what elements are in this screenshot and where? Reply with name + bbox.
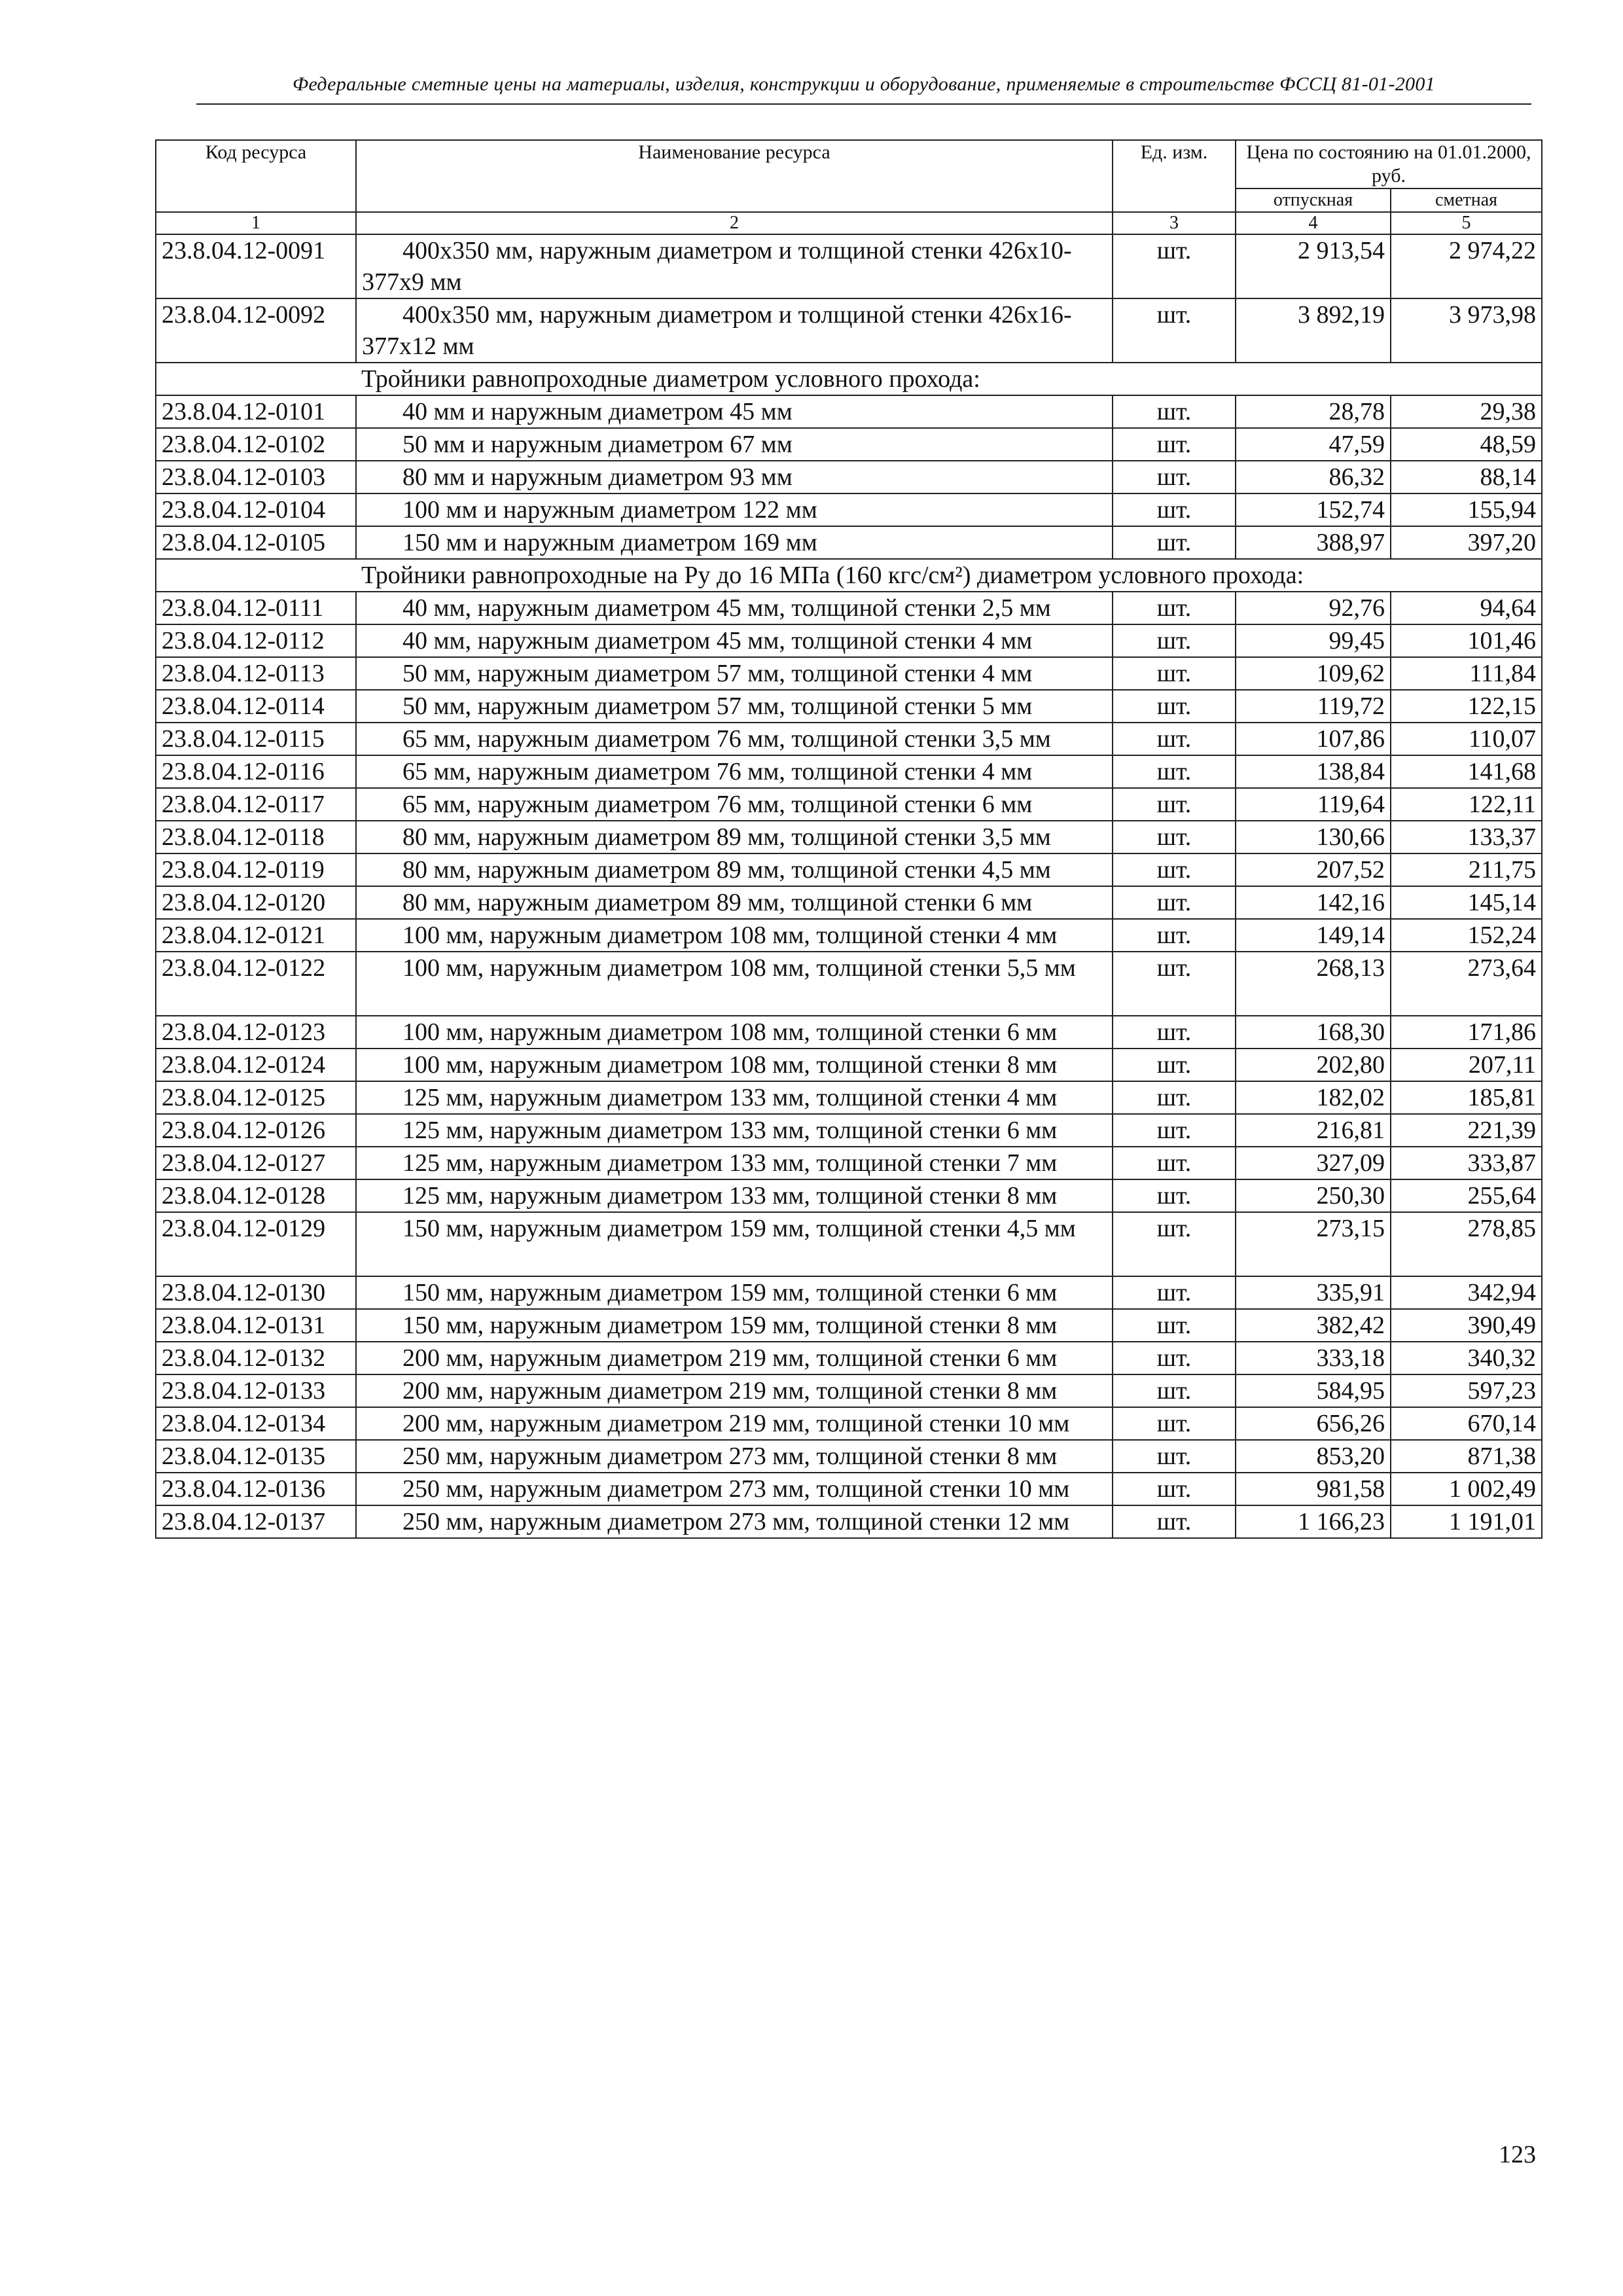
resource-name: 200 мм, наружным диаметром 219 мм, толщиной стенки 6 мм: [356, 1342, 1113, 1374]
wholesale-price: 138,84: [1236, 755, 1391, 788]
unit-cell: шт.: [1113, 657, 1236, 690]
table-row: [156, 1049, 1542, 1081]
resource-name: 150 мм, наружным диаметром 159 мм, толщиной стенки 8 мм: [356, 1309, 1113, 1342]
estimate-price: 670,14: [1391, 1407, 1542, 1440]
resource-name: 50 мм и наружным диаметром 67 мм: [356, 428, 1113, 461]
resource-code: 23.8.04.12-0131: [156, 1309, 356, 1342]
wholesale-price: 107,86: [1236, 723, 1391, 755]
resource-code: 23.8.04.12-0118: [156, 821, 356, 853]
table-row: [156, 1081, 1542, 1114]
wholesale-price: 182,02: [1236, 1081, 1391, 1114]
col-header-name: Наименование ресурса: [356, 140, 1113, 212]
estimate-price: 171,86: [1391, 1016, 1542, 1049]
section-row: [156, 559, 1542, 592]
resource-code: 23.8.04.12-0130: [156, 1276, 356, 1309]
estimate-price: 145,14: [1391, 886, 1542, 919]
resource-name: 40 мм, наружным диаметром 45 мм, толщиной стенки 4 мм: [356, 624, 1113, 657]
table-row: [156, 1309, 1542, 1342]
section-heading: Тройники равнопроходные диаметром условного прохода:: [356, 363, 1542, 395]
resource-name: 65 мм, наружным диаметром 76 мм, толщиной стенки 6 мм: [356, 788, 1113, 821]
wholesale-price: 268,13: [1236, 952, 1391, 1016]
running-header: Федеральные сметные цены на материалы, изделия, конструкции и оборудование, применяемые в строительстве ФССЦ 81-01-2001: [293, 73, 1435, 95]
page-number: 123: [1499, 2141, 1536, 2168]
section-row: [156, 363, 1542, 395]
estimate-price: 278,85: [1391, 1212, 1542, 1276]
unit-cell: шт.: [1113, 1049, 1236, 1081]
wholesale-price: 853,20: [1236, 1440, 1391, 1473]
unit-cell: шт.: [1113, 298, 1236, 363]
estimate-price: 88,14: [1391, 461, 1542, 493]
wholesale-price: 584,95: [1236, 1374, 1391, 1407]
table-row: [156, 690, 1542, 723]
resource-code: 23.8.04.12-0091: [156, 234, 356, 298]
unit-cell: шт.: [1113, 755, 1236, 788]
estimate-price: 111,84: [1391, 657, 1542, 690]
wholesale-price: 47,59: [1236, 428, 1391, 461]
resource-code: 23.8.04.12-0124: [156, 1049, 356, 1081]
table-row: [156, 1276, 1542, 1309]
estimate-price: 597,23: [1391, 1374, 1542, 1407]
table-row: [156, 886, 1542, 919]
unit-cell: шт.: [1113, 919, 1236, 952]
wholesale-price: 28,78: [1236, 395, 1391, 428]
unit-cell: шт.: [1113, 821, 1236, 853]
resource-code: 23.8.04.12-0114: [156, 690, 356, 723]
column-number: 2: [356, 212, 1113, 234]
resource-name: 150 мм и наружным диаметром 169 мм: [356, 526, 1113, 559]
table-row: [156, 723, 1542, 755]
estimate-price: 152,24: [1391, 919, 1542, 952]
unit-cell: шт.: [1113, 461, 1236, 493]
table-row: [156, 395, 1542, 428]
resource-code: 23.8.04.12-0112: [156, 624, 356, 657]
resource-code: 23.8.04.12-0134: [156, 1407, 356, 1440]
col-header-estimate: сметная: [1391, 188, 1542, 212]
table-row: [156, 526, 1542, 559]
table-row: [156, 428, 1542, 461]
col-header-unit: Ед. изм.: [1113, 140, 1236, 212]
unit-cell: шт.: [1113, 1505, 1236, 1538]
unit-cell: шт.: [1113, 1342, 1236, 1374]
wholesale-price: 382,42: [1236, 1309, 1391, 1342]
wholesale-price: 981,58: [1236, 1473, 1391, 1505]
resource-name: 125 мм, наружным диаметром 133 мм, толщиной стенки 8 мм: [356, 1179, 1113, 1212]
unit-cell: шт.: [1113, 234, 1236, 298]
unit-cell: шт.: [1113, 1147, 1236, 1179]
wholesale-price: 216,81: [1236, 1114, 1391, 1147]
estimate-price: 342,94: [1391, 1276, 1542, 1309]
resource-name: 65 мм, наружным диаметром 76 мм, толщиной стенки 3,5 мм: [356, 723, 1113, 755]
unit-cell: шт.: [1113, 952, 1236, 1016]
unit-cell: шт.: [1113, 526, 1236, 559]
resource-name: 400х350 мм, наружным диаметром и толщиной стенки 426х10- 377х9 мм: [356, 234, 1113, 298]
unit-cell: шт.: [1113, 1212, 1236, 1276]
estimate-price: 3 973,98: [1391, 298, 1542, 363]
wholesale-price: 333,18: [1236, 1342, 1391, 1374]
wholesale-price: 335,91: [1236, 1276, 1391, 1309]
wholesale-price: 168,30: [1236, 1016, 1391, 1049]
unit-cell: шт.: [1113, 1016, 1236, 1049]
table-row: [156, 919, 1542, 952]
unit-cell: шт.: [1113, 1081, 1236, 1114]
estimate-price: 110,07: [1391, 723, 1542, 755]
resource-name: 80 мм, наружным диаметром 89 мм, толщиной стенки 3,5 мм: [356, 821, 1113, 853]
table-row: [156, 1342, 1542, 1374]
resource-name: 150 мм, наружным диаметром 159 мм, толщиной стенки 6 мм: [356, 1276, 1113, 1309]
column-number-row: [156, 212, 1542, 234]
table-row: [156, 821, 1542, 853]
estimate-price: 273,64: [1391, 952, 1542, 1016]
table-row: [156, 952, 1542, 1016]
resource-code: 23.8.04.12-0119: [156, 853, 356, 886]
resource-name: 200 мм, наружным диаметром 219 мм, толщиной стенки 10 мм: [356, 1407, 1113, 1440]
resource-name: 400х350 мм, наружным диаметром и толщиной стенки 426х16- 377х12 мм: [356, 298, 1113, 363]
unit-cell: шт.: [1113, 428, 1236, 461]
estimate-price: 333,87: [1391, 1147, 1542, 1179]
estimate-price: 155,94: [1391, 493, 1542, 526]
table-row: [156, 234, 1542, 298]
section-code-cell: [156, 363, 356, 395]
estimate-price: 2 974,22: [1391, 234, 1542, 298]
table-row: [156, 461, 1542, 493]
table-row: [156, 592, 1542, 624]
wholesale-price: 119,72: [1236, 690, 1391, 723]
table-row: [156, 298, 1542, 363]
resource-name: 80 мм, наружным диаметром 89 мм, толщиной стенки 4,5 мм: [356, 853, 1113, 886]
estimate-price: 185,81: [1391, 1081, 1542, 1114]
resource-code: 23.8.04.12-0136: [156, 1473, 356, 1505]
resource-name: 100 мм, наружным диаметром 108 мм, толщиной стенки 5,5 мм: [356, 952, 1113, 1016]
table-row: [156, 1114, 1542, 1147]
wholesale-price: 656,26: [1236, 1407, 1391, 1440]
table-row: [156, 853, 1542, 886]
estimate-price: 221,39: [1391, 1114, 1542, 1147]
unit-cell: шт.: [1113, 493, 1236, 526]
estimate-price: 94,64: [1391, 592, 1542, 624]
column-number: 3: [1113, 212, 1236, 234]
unit-cell: шт.: [1113, 1473, 1236, 1505]
table-row: [156, 788, 1542, 821]
estimate-price: 122,11: [1391, 788, 1542, 821]
estimate-price: 211,75: [1391, 853, 1542, 886]
section-heading: Тройники равнопроходные на Ру до 16 МПа (160 кгс/см²) диаметром условного прохода:: [356, 559, 1542, 592]
estimate-price: 1 002,49: [1391, 1473, 1542, 1505]
unit-cell: шт.: [1113, 1407, 1236, 1440]
section-code-cell: [156, 559, 356, 592]
estimate-price: 207,11: [1391, 1049, 1542, 1081]
estimate-price: 871,38: [1391, 1440, 1542, 1473]
estimate-price: 255,64: [1391, 1179, 1542, 1212]
wholesale-price: 119,64: [1236, 788, 1391, 821]
table-row: [156, 624, 1542, 657]
wholesale-price: 142,16: [1236, 886, 1391, 919]
resource-code: 23.8.04.12-0127: [156, 1147, 356, 1179]
column-number: 5: [1391, 212, 1542, 234]
resource-code: 23.8.04.12-0122: [156, 952, 356, 1016]
table-head: [156, 140, 1542, 234]
resource-code: 23.8.04.12-0092: [156, 298, 356, 363]
column-number: 1: [156, 212, 356, 234]
wholesale-price: 99,45: [1236, 624, 1391, 657]
estimate-price: 133,37: [1391, 821, 1542, 853]
unit-cell: шт.: [1113, 1374, 1236, 1407]
wholesale-price: 152,74: [1236, 493, 1391, 526]
unit-cell: шт.: [1113, 853, 1236, 886]
wholesale-price: 207,52: [1236, 853, 1391, 886]
resource-name: 50 мм, наружным диаметром 57 мм, толщиной стенки 4 мм: [356, 657, 1113, 690]
resource-name: 100 мм, наружным диаметром 108 мм, толщиной стенки 8 мм: [356, 1049, 1113, 1081]
price-table: [155, 139, 1543, 1539]
resource-name: 50 мм, наружным диаметром 57 мм, толщиной стенки 5 мм: [356, 690, 1113, 723]
resource-name: 100 мм и наружным диаметром 122 мм: [356, 493, 1113, 526]
table-row: [156, 1212, 1542, 1276]
wholesale-price: 327,09: [1236, 1147, 1391, 1179]
table-row: [156, 1473, 1542, 1505]
resource-name: 65 мм, наружным диаметром 76 мм, толщиной стенки 4 мм: [356, 755, 1113, 788]
resource-code: 23.8.04.12-0103: [156, 461, 356, 493]
unit-cell: шт.: [1113, 1440, 1236, 1473]
resource-code: 23.8.04.12-0125: [156, 1081, 356, 1114]
wholesale-price: 92,76: [1236, 592, 1391, 624]
table-row: [156, 1374, 1542, 1407]
unit-cell: шт.: [1113, 1309, 1236, 1342]
col-header-code: Код ресурса: [156, 140, 356, 212]
resource-code: 23.8.04.12-0113: [156, 657, 356, 690]
resource-name: 100 мм, наружным диаметром 108 мм, толщиной стенки 4 мм: [356, 919, 1113, 952]
estimate-price: 29,38: [1391, 395, 1542, 428]
unit-cell: шт.: [1113, 395, 1236, 428]
wholesale-price: 2 913,54: [1236, 234, 1391, 298]
table-row: [156, 755, 1542, 788]
table-row: [156, 657, 1542, 690]
wholesale-price: 130,66: [1236, 821, 1391, 853]
resource-code: 23.8.04.12-0117: [156, 788, 356, 821]
resource-code: 23.8.04.12-0137: [156, 1505, 356, 1538]
table-row: [156, 493, 1542, 526]
resource-name: 200 мм, наружным диаметром 219 мм, толщиной стенки 8 мм: [356, 1374, 1113, 1407]
resource-code: 23.8.04.12-0102: [156, 428, 356, 461]
resource-code: 23.8.04.12-0111: [156, 592, 356, 624]
resource-code: 23.8.04.12-0101: [156, 395, 356, 428]
resource-name: 250 мм, наружным диаметром 273 мм, толщиной стенки 10 мм: [356, 1473, 1113, 1505]
resource-name: 250 мм, наружным диаметром 273 мм, толщиной стенки 8 мм: [356, 1440, 1113, 1473]
unit-cell: шт.: [1113, 624, 1236, 657]
estimate-price: 397,20: [1391, 526, 1542, 559]
resource-code: 23.8.04.12-0129: [156, 1212, 356, 1276]
wholesale-price: 1 166,23: [1236, 1505, 1391, 1538]
table-row: [156, 1179, 1542, 1212]
wholesale-price: 250,30: [1236, 1179, 1391, 1212]
table-row: [156, 1505, 1542, 1538]
table-row: [156, 1407, 1542, 1440]
unit-cell: шт.: [1113, 788, 1236, 821]
unit-cell: шт.: [1113, 592, 1236, 624]
wholesale-price: 109,62: [1236, 657, 1391, 690]
resource-code: 23.8.04.12-0105: [156, 526, 356, 559]
resource-code: 23.8.04.12-0123: [156, 1016, 356, 1049]
table-row: [156, 1147, 1542, 1179]
estimate-price: 390,49: [1391, 1309, 1542, 1342]
resource-name: 80 мм, наружным диаметром 89 мм, толщиной стенки 6 мм: [356, 886, 1113, 919]
col-header-wholesale: отпускная: [1236, 188, 1391, 212]
resource-code: 23.8.04.12-0104: [156, 493, 356, 526]
estimate-price: 141,68: [1391, 755, 1542, 788]
unit-cell: шт.: [1113, 1114, 1236, 1147]
resource-code: 23.8.04.12-0120: [156, 886, 356, 919]
resource-code: 23.8.04.12-0132: [156, 1342, 356, 1374]
table-row: [156, 1440, 1542, 1473]
unit-cell: шт.: [1113, 1179, 1236, 1212]
table-row: [156, 1016, 1542, 1049]
wholesale-price: 273,15: [1236, 1212, 1391, 1276]
estimate-price: 340,32: [1391, 1342, 1542, 1374]
resource-code: 23.8.04.12-0121: [156, 919, 356, 952]
estimate-price: 48,59: [1391, 428, 1542, 461]
column-number: 4: [1236, 212, 1391, 234]
resource-name: 125 мм, наружным диаметром 133 мм, толщиной стенки 7 мм: [356, 1147, 1113, 1179]
resource-code: 23.8.04.12-0115: [156, 723, 356, 755]
wholesale-price: 202,80: [1236, 1049, 1391, 1081]
wholesale-price: 86,32: [1236, 461, 1391, 493]
resource-code: 23.8.04.12-0128: [156, 1179, 356, 1212]
estimate-price: 122,15: [1391, 690, 1542, 723]
resource-code: 23.8.04.12-0126: [156, 1114, 356, 1147]
unit-cell: шт.: [1113, 1276, 1236, 1309]
wholesale-price: 388,97: [1236, 526, 1391, 559]
unit-cell: шт.: [1113, 886, 1236, 919]
wholesale-price: 149,14: [1236, 919, 1391, 952]
resource-code: 23.8.04.12-0133: [156, 1374, 356, 1407]
col-header-price: Цена по состоянию на 01.01.2000, руб.: [1236, 140, 1542, 188]
estimate-price: 101,46: [1391, 624, 1542, 657]
resource-code: 23.8.04.12-0135: [156, 1440, 356, 1473]
table-body: [156, 234, 1542, 1538]
resource-name: 100 мм, наружным диаметром 108 мм, толщиной стенки 6 мм: [356, 1016, 1113, 1049]
resource-name: 40 мм, наружным диаметром 45 мм, толщиной стенки 2,5 мм: [356, 592, 1113, 624]
resource-name: 125 мм, наружным диаметром 133 мм, толщиной стенки 6 мм: [356, 1114, 1113, 1147]
resource-name: 40 мм и наружным диаметром 45 мм: [356, 395, 1113, 428]
resource-name: 80 мм и наружным диаметром 93 мм: [356, 461, 1113, 493]
wholesale-price: 3 892,19: [1236, 298, 1391, 363]
estimate-price: 1 191,01: [1391, 1505, 1542, 1538]
unit-cell: шт.: [1113, 723, 1236, 755]
resource-name: 125 мм, наружным диаметром 133 мм, толщиной стенки 4 мм: [356, 1081, 1113, 1114]
resource-name: 150 мм, наружным диаметром 159 мм, толщиной стенки 4,5 мм: [356, 1212, 1113, 1276]
resource-name: 250 мм, наружным диаметром 273 мм, толщиной стенки 12 мм: [356, 1505, 1113, 1538]
resource-code: 23.8.04.12-0116: [156, 755, 356, 788]
unit-cell: шт.: [1113, 690, 1236, 723]
header-rule: [196, 103, 1531, 105]
